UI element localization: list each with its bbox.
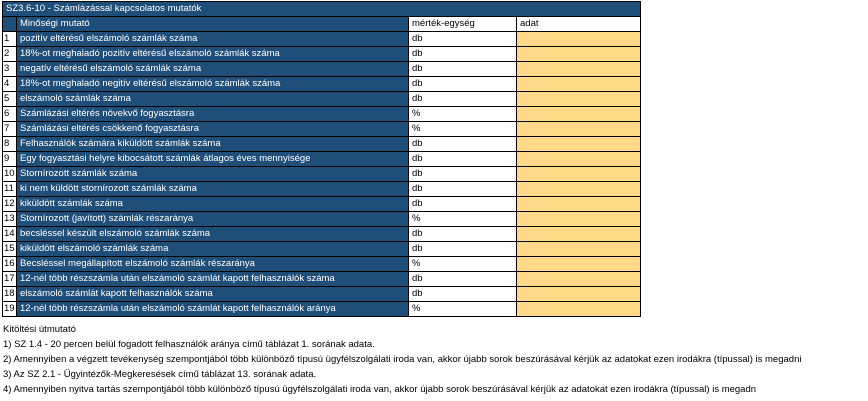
value-input-cell[interactable] [517,212,641,227]
table-title-row [3,2,641,17]
value-input-cell[interactable] [517,227,641,242]
header-unit[interactable]: mérték-egység [409,17,517,32]
table-row [3,137,641,152]
instruction-note-4: 4) Amennyiben nyitva tartás szempontjából több különböző típusú ügyfélszolgálati iroda van, akkor újabb sorok beszúrásával kérjük az adatokat ezen irodákra (típussal) is megadn [3,384,757,395]
value-input-cell[interactable] [517,197,641,212]
instruction-note-3: 3) Az SZ 2.1 - Ügyintézők-Megkeresések című táblázat 13. sorának adata. [3,369,317,380]
value-input-cell[interactable] [517,242,641,257]
row-number-cell[interactable]: 4 [3,77,17,92]
value-input-cell[interactable] [517,137,641,152]
indicator-cell[interactable]: Egy fogyasztási helyre kibocsátott számlák átlagos éves mennyisége [17,152,409,167]
table-header-row [3,17,641,32]
table-row [3,182,641,197]
value-input-cell[interactable] [517,32,641,47]
indicator-cell[interactable]: Felhasználók számára kiküldött számlák száma [17,137,409,152]
unit-cell[interactable]: % [409,107,517,122]
unit-cell[interactable]: % [409,122,517,137]
row-number-cell[interactable]: 7 [3,122,17,137]
table-title[interactable]: SZ3.6-10 - Számlázással kapcsolatos mutatók [3,2,641,17]
value-input-cell[interactable] [517,257,641,272]
unit-cell[interactable]: db [409,137,517,152]
row-number-cell[interactable]: 5 [3,92,17,107]
unit-cell[interactable]: db [409,152,517,167]
value-input-cell[interactable] [517,77,641,92]
indicator-cell[interactable]: 12-nél több részszámla után elszámoló számlát kapott felhasználók aránya [17,302,409,317]
instruction-note-2: 2) Amennyiben a végzett tevékenység szempontjából több különböző típusú ügyfélszolgálati iroda van, akkor újabb sorok beszúrásával kérjük az adatokat ezen irodákra (típussal) is megadni [3,354,802,365]
row-number-cell[interactable]: 15 [3,242,17,257]
indicator-cell[interactable]: ki nem küldött stornírozott számlák száma [17,182,409,197]
table-row [3,302,641,317]
value-input-cell[interactable] [517,152,641,167]
table-row [3,152,641,167]
table-row [3,32,641,47]
indicator-cell[interactable]: 18%-ot meghaladó negitív eltérésű elszámoló számlák száma [17,77,409,92]
row-number-cell[interactable]: 6 [3,107,17,122]
indicator-cell[interactable]: pozitív eltérésű elszámoló számlák száma [17,32,409,47]
value-input-cell[interactable] [517,167,641,182]
row-number-cell[interactable]: 9 [3,152,17,167]
unit-cell[interactable]: % [409,302,517,317]
table-row [3,77,641,92]
table-row [3,197,641,212]
row-number-cell[interactable]: 13 [3,212,17,227]
row-number-cell[interactable]: 3 [3,62,17,77]
header-value[interactable]: adat [517,17,641,32]
spreadsheet [2,1,641,317]
indicator-cell[interactable]: negatív eltérésű elszámoló számlák száma [17,62,409,77]
row-number-cell[interactable]: 2 [3,47,17,62]
row-number-cell[interactable]: 14 [3,227,17,242]
instructions [3,322,868,397]
instructions-heading: Kitöltési útmutató [3,324,76,335]
unit-cell[interactable]: db [409,197,517,212]
row-number-cell[interactable]: 17 [3,272,17,287]
instruction-note-1: 1) SZ 1.4 - 20 percen belül fogadott felhasználók aránya című táblázat 1. sorának adata. [3,339,375,350]
unit-cell[interactable]: db [409,227,517,242]
unit-cell[interactable]: % [409,257,517,272]
value-input-cell[interactable] [517,122,641,137]
table-row [3,212,641,227]
row-number-cell[interactable]: 8 [3,137,17,152]
unit-cell[interactable]: db [409,167,517,182]
unit-cell[interactable]: db [409,182,517,197]
indicator-cell[interactable]: kiküldött számlák száma [17,197,409,212]
header-indicator[interactable]: Minőségi mutató [17,17,409,32]
table-row [3,272,641,287]
indicator-cell[interactable]: elszámoló számlát kapott felhasználók száma [17,287,409,302]
indicator-cell[interactable]: 12-nél több részszámla után elszámoló számlát kapott felhasználók száma [17,272,409,287]
unit-cell[interactable]: % [409,212,517,227]
table-row [3,287,641,302]
table-row [3,62,641,77]
indicator-cell[interactable]: 18%-ot meghaladó pozitív eltérésű elszámoló számlák száma [17,47,409,62]
table-row [3,242,641,257]
indicator-cell[interactable]: Számlázási eltérés csökkenő fogyasztásra [17,122,409,137]
indicator-cell[interactable]: Stornírozott számlák száma [17,167,409,182]
value-input-cell[interactable] [517,302,641,317]
unit-cell[interactable]: db [409,272,517,287]
value-input-cell[interactable] [517,287,641,302]
row-number-cell[interactable]: 16 [3,257,17,272]
unit-cell[interactable]: db [409,62,517,77]
table-row [3,227,641,242]
table-row [3,167,641,182]
row-number-cell[interactable]: 18 [3,287,17,302]
header-num-cell[interactable] [3,17,17,32]
indicator-cell[interactable]: kiküldött elszámoló számlák száma [17,242,409,257]
indicator-cell[interactable]: Stornírozott (javított) számlák részaránya [17,212,409,227]
indicator-cell[interactable]: Számlázási eltérés növekvő fogyasztásra [17,107,409,122]
value-input-cell[interactable] [517,182,641,197]
row-number-cell[interactable]: 12 [3,197,17,212]
indicators-table [2,1,641,317]
indicator-cell[interactable]: elszámoló számlák száma [17,92,409,107]
table-row [3,92,641,107]
indicator-cell[interactable]: Becsléssel megállapított elszámoló számlák részaránya [17,257,409,272]
unit-cell[interactable]: db [409,242,517,257]
row-number-cell[interactable]: 11 [3,182,17,197]
value-input-cell[interactable] [517,47,641,62]
unit-cell[interactable]: db [409,92,517,107]
unit-cell[interactable]: db [409,32,517,47]
row-number-cell[interactable]: 19 [3,302,17,317]
value-input-cell[interactable] [517,92,641,107]
unit-cell[interactable]: db [409,47,517,62]
value-input-cell[interactable] [517,62,641,77]
value-input-cell[interactable] [517,107,641,122]
table-row [3,107,641,122]
unit-cell[interactable]: db [409,77,517,92]
table-row [3,122,641,137]
table-row [3,257,641,272]
row-number-cell[interactable]: 10 [3,167,17,182]
unit-cell[interactable]: db [409,287,517,302]
row-number-cell[interactable]: 1 [3,32,17,47]
indicator-cell[interactable]: becsléssel készült elszámoló számlák száma [17,227,409,242]
table-row [3,47,641,62]
value-input-cell[interactable] [517,272,641,287]
